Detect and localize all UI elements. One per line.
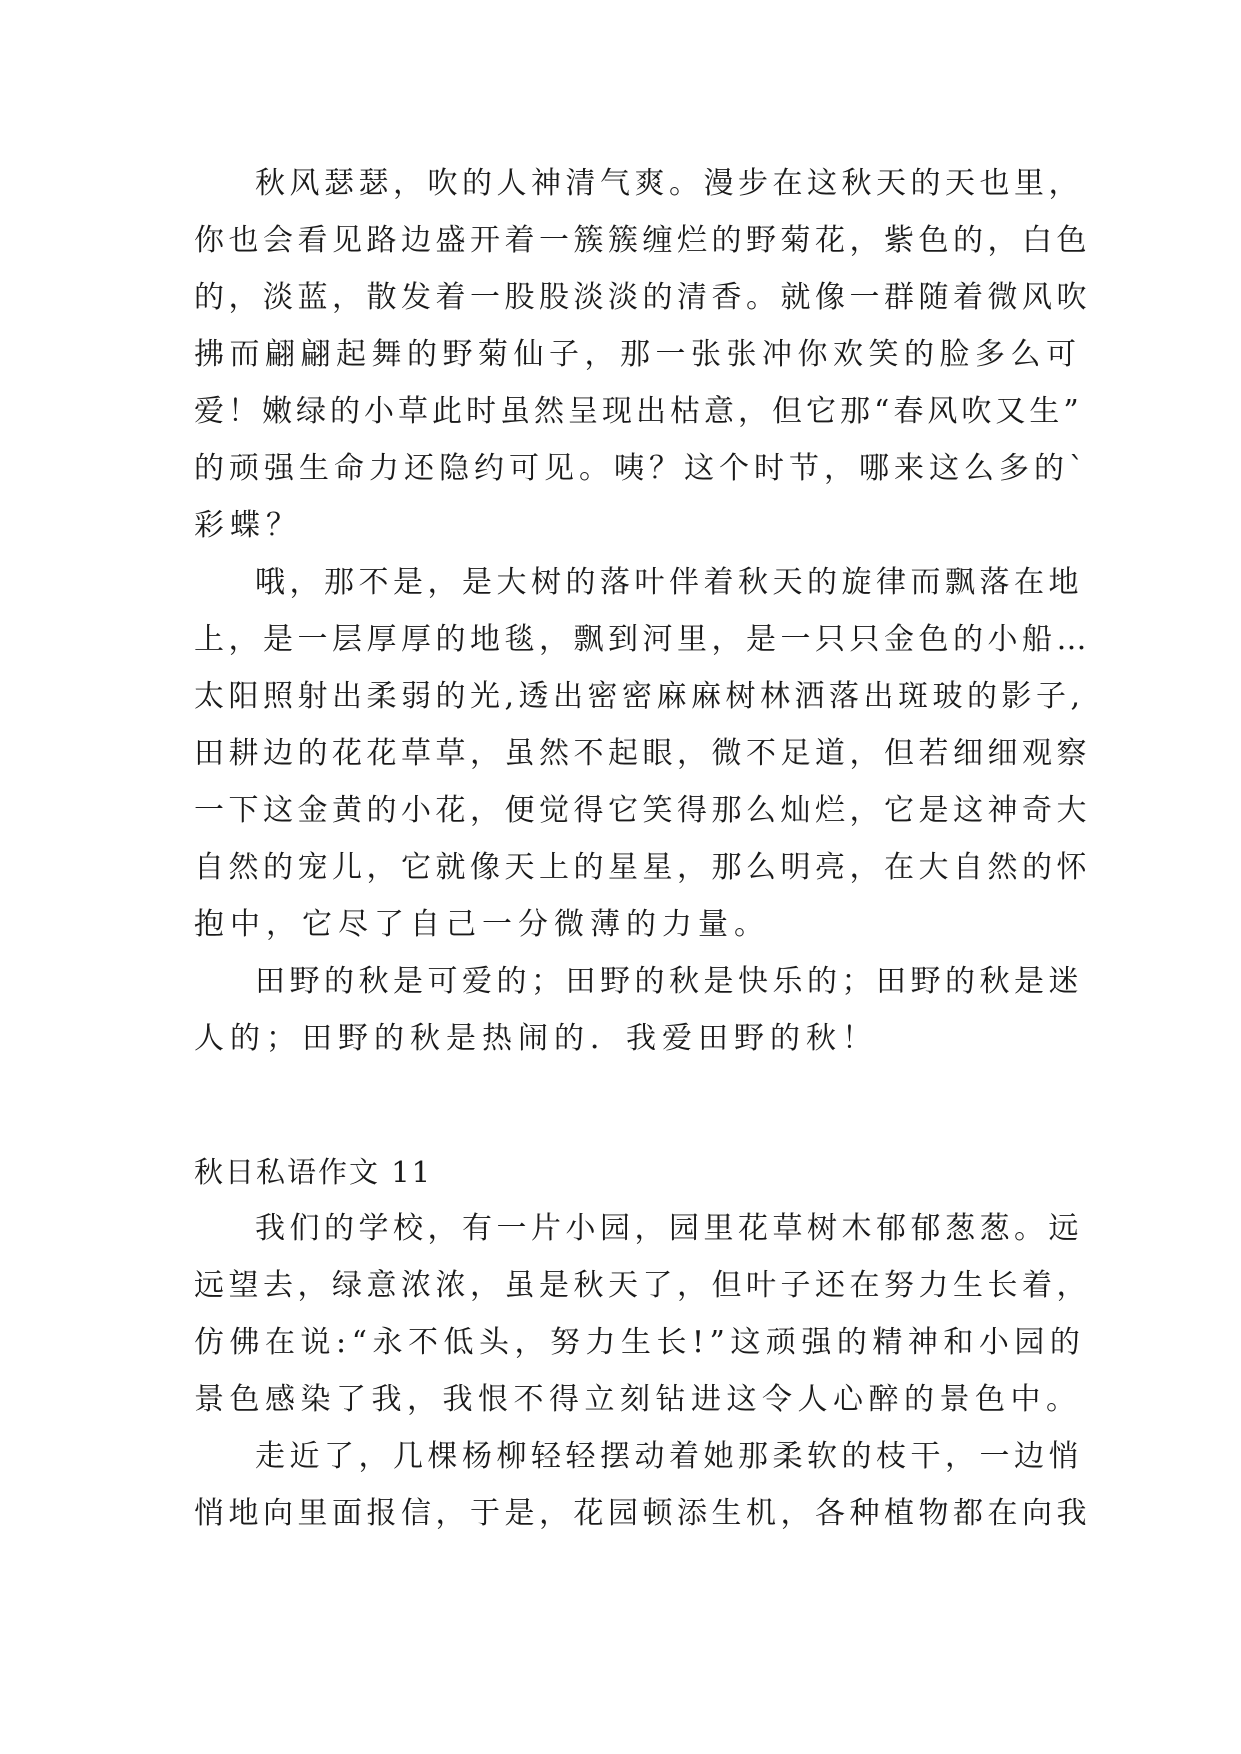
paragraph-line: 走近了，几棵杨柳轻轻摆动着她那柔软的枝干，一边悄: [255, 1439, 1083, 1474]
paragraph-line: 仿佛在说:“永不低头，努力生长!”这顽强的精神和小园的: [194, 1325, 1086, 1360]
paragraph-line: 我们的学校，有一片小园，园里花草树木郁郁葱葱。远: [255, 1211, 1083, 1246]
paragraph-line: 悄地向里面报信，于是，花园顿添生机，各种植物都在向我: [194, 1496, 1091, 1531]
paragraph-line: 自然的宠儿，它就像天上的星星，那么明亮，在大自然的怀: [194, 850, 1091, 885]
paragraph-line: 彩蝶？: [194, 508, 302, 543]
paragraph-line: 田耕边的花花草草，虽然不起眼，微不足道，但若细细观察: [194, 736, 1091, 771]
paragraph-line: 上，是一层厚厚的地毯，飘到河里，是一只只金色的小船…: [194, 622, 1091, 657]
section-title: 秋日私语作文 11: [194, 1155, 433, 1189]
paragraph-line: 远望去，绿意浓浓，虽是秋天了，但叶子还在努力生长着，: [194, 1268, 1091, 1303]
paragraph-line: 哦，那不是，是大树的落叶伴着秋天的旋律而飘落在地: [255, 565, 1083, 600]
paragraph-line: 景色感染了我，我恨不得立刻钻进这令人心醉的景色中。: [194, 1382, 1082, 1417]
paragraph-line: 田野的秋是可爱的；田野的秋是快乐的；田野的秋是迷: [255, 964, 1083, 999]
paragraph-line: 一下这金黄的小花，便觉得它笑得那么灿烂，它是这神奇大: [194, 793, 1091, 828]
paragraph-line: 爱！嫩绿的小草此时虽然呈现出枯意，但它那“春风吹又生”: [194, 394, 1083, 429]
paragraph-line: 你也会看见路边盛开着一簇簇缠烂的野菊花，紫色的，白色: [194, 223, 1091, 258]
paragraph-line: 人的；田野的秋是热闹的．我爱田野的秋！: [194, 1021, 878, 1056]
paragraph-line: 的顽强生命力还隐约可见。咦？这个时节，哪来这么多的`: [194, 451, 1089, 486]
paragraph-line: 秋风瑟瑟，吹的人神清气爽。漫步在这秋天的天也里，: [255, 166, 1083, 201]
paragraph-line: 抱中，它尽了自己一分微薄的力量。: [194, 907, 770, 942]
paragraph-line: 太阳照射出柔弱的光,透出密密麻麻树林洒落出斑玻的影子,: [194, 679, 1085, 714]
paragraph-line: 的，淡蓝，散发着一股股淡淡的清香。就像一群随着微风吹: [194, 280, 1091, 315]
paragraph-line: 拂而翩翩起舞的野菊仙子，那一张张冲你欢笑的脸多么可: [194, 337, 1082, 372]
